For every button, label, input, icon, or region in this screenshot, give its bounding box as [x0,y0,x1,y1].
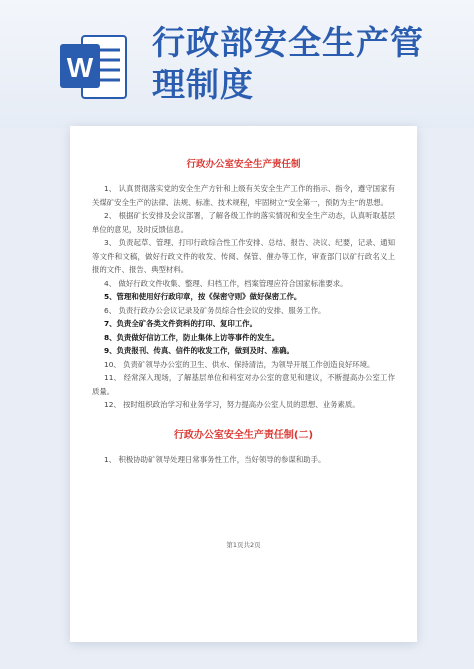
paragraph: 6、 负责行政办公会议记录及矿务员综合性会议的安排、服务工作。 [104,305,326,315]
word-letter: W [66,52,94,83]
paragraph-list [92,182,395,412]
paragraph: 11、 经常深入现场，了解基层单位和科室对办公室的意见和建议，不断提高办公室工作质量。 [92,373,395,396]
paragraph: 9、负责报刊、传真、信件的收发工作，做到及时、准确。 [104,346,294,355]
paragraph: 3、 负责起草、管理、打印行政综合性工作安排、总结、报告、决议、纪要，记录、通知等文件和文稿，做好行政文件的收发、传阅、保管、催办等工作，审查部门以矿行政名义上报的文件、报告、典型材料。 [92,238,395,274]
paragraph: 1、 认真贯彻落实党的安全生产方针和上级有关安全生产工作的指示、指令，遵守国家有关煤矿安全生产的法律、法规、标准、技术规程，牢固树立“安全第一，预防为主”的思想。 [92,184,395,207]
document-heading: 行政办公室安全生产责任制 [186,159,301,170]
paragraph: 12、 按时组织政治学习和业务学习，努力提高办公室人员的思想、业务素质。 [104,400,360,409]
paragraph: 5、管理和使用好行政印章，按《保密守则》做好保密工作。 [104,292,302,301]
paragraph: 8、负责做好信访工作，防止集体上访等事件的发生。 [104,332,280,342]
page-number: 第1页共2页 [226,541,261,549]
paragraph: 10、 负责矿领导办公室的卫生、供水、保持清洁，为领导开展工作创造良好环境。 [104,359,375,369]
paragraph: 2、 根据矿长安排及会议部署，了解各级工作的落实情况和安全生产动态，认真听取基层单位的意见，及时反馈信息。 [92,211,395,234]
document-page [70,126,417,642]
paragraph-list-2 [92,453,395,467]
header-banner [0,0,474,128]
paragraph: 7、负责全矿各类文件资料的打印、复印工作。 [104,319,257,328]
word-document-icon [60,34,130,100]
paragraph: 4、 做好行政文件收集、整理、归档工作，档案管理应符合国家标准要求。 [104,278,348,288]
paragraph: 1、 积极协助矿领导处理日常事务性工作，当好领导的参谋和助手。 [104,454,326,464]
document-heading-2: 行政办公室安全生产责任制(二) [173,429,314,441]
page-title: 行政部安全生产管理制度 [152,23,424,104]
